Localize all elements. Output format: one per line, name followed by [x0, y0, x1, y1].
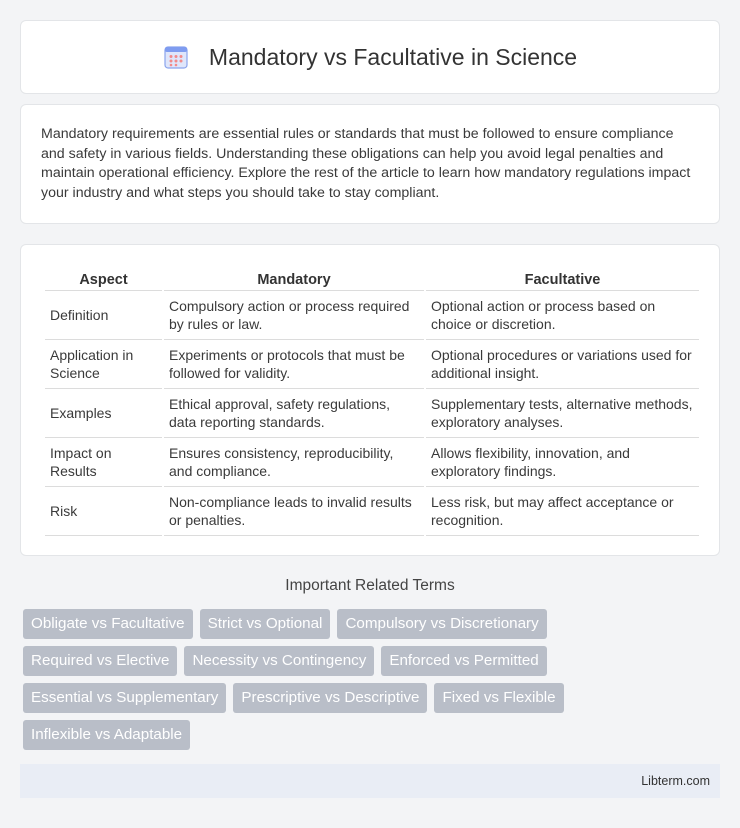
- related-term-tag[interactable]: Necessity vs Contingency: [184, 646, 374, 676]
- related-term-tag[interactable]: Enforced vs Permitted: [381, 646, 546, 676]
- cell-mandatory: Ensures consistency, reproducibility, and compliance.: [164, 438, 424, 487]
- related-term-tag[interactable]: Fixed vs Flexible: [434, 683, 563, 713]
- cell-facultative: Optional procedures or variations used for additional insight.: [426, 340, 699, 389]
- related-term-tag[interactable]: Inflexible vs Adaptable: [23, 720, 190, 750]
- footer: [20, 764, 720, 798]
- table-row: [45, 291, 699, 340]
- cell-facultative: Less risk, but may affect acceptance or recognition.: [426, 487, 699, 536]
- table-row: [45, 487, 699, 536]
- page-title: Mandatory vs Facultative in Science: [208, 43, 578, 70]
- comparison-table: [43, 265, 701, 536]
- cell-mandatory: Experiments or protocols that must be followed for validity.: [164, 340, 424, 389]
- cell-mandatory: Compulsory action or process required by rules or law.: [164, 291, 424, 340]
- related-term-tag[interactable]: Prescriptive vs Descriptive: [233, 683, 427, 713]
- cell-mandatory: Ethical approval, safety regulations, data reporting standards.: [164, 389, 424, 438]
- table-row: [45, 438, 699, 487]
- related-term-tag[interactable]: Compulsory vs Discretionary: [337, 609, 546, 639]
- grid-calendar-icon: [163, 44, 189, 70]
- intro-paragraph: Mandatory requirements are essential rules or standards that must be followed to ensure compliance and safety in various fields. Understanding these obligations can help you avoid legal penalties and maintain operational efficiency. Explore the rest of the article to learn how mandatory regulations impact your industry and what steps you should take to stay compliant.: [41, 126, 691, 201]
- cell-aspect: Application in Science: [45, 340, 162, 389]
- table-row: [45, 340, 699, 389]
- header-mandatory: Mandatory: [164, 265, 424, 291]
- header-card: [20, 20, 720, 94]
- related-term-tag[interactable]: Strict vs Optional: [200, 609, 331, 639]
- header-aspect: Aspect: [45, 265, 162, 291]
- intro-card: [20, 104, 720, 224]
- comparison-table-card: [20, 244, 720, 556]
- table-header-row: [45, 265, 699, 291]
- cell-facultative: Supplementary tests, alternative methods, exploratory analyses.: [426, 389, 699, 438]
- related-terms-title: Important Related Terms: [285, 577, 455, 594]
- related-terms-list: [23, 609, 623, 750]
- header-facultative: Facultative: [426, 265, 699, 291]
- cell-mandatory: Non-compliance leads to invalid results or penalties.: [164, 487, 424, 536]
- cell-aspect: Impact on Results: [45, 438, 162, 487]
- table-row: [45, 389, 699, 438]
- header: [163, 44, 577, 71]
- cell-aspect: Examples: [45, 389, 162, 438]
- related-term-tag[interactable]: Obligate vs Facultative: [23, 609, 193, 639]
- cell-aspect: Risk: [45, 487, 162, 536]
- cell-facultative: Allows flexibility, innovation, and exploratory findings.: [426, 438, 699, 487]
- cell-aspect: Definition: [45, 291, 162, 340]
- related-term-tag[interactable]: Required vs Elective: [23, 646, 177, 676]
- cell-facultative: Optional action or process based on choice or discretion.: [426, 291, 699, 340]
- footer-site-link[interactable]: Libterm.com: [641, 774, 710, 788]
- related-term-tag[interactable]: Essential vs Supplementary: [23, 683, 226, 713]
